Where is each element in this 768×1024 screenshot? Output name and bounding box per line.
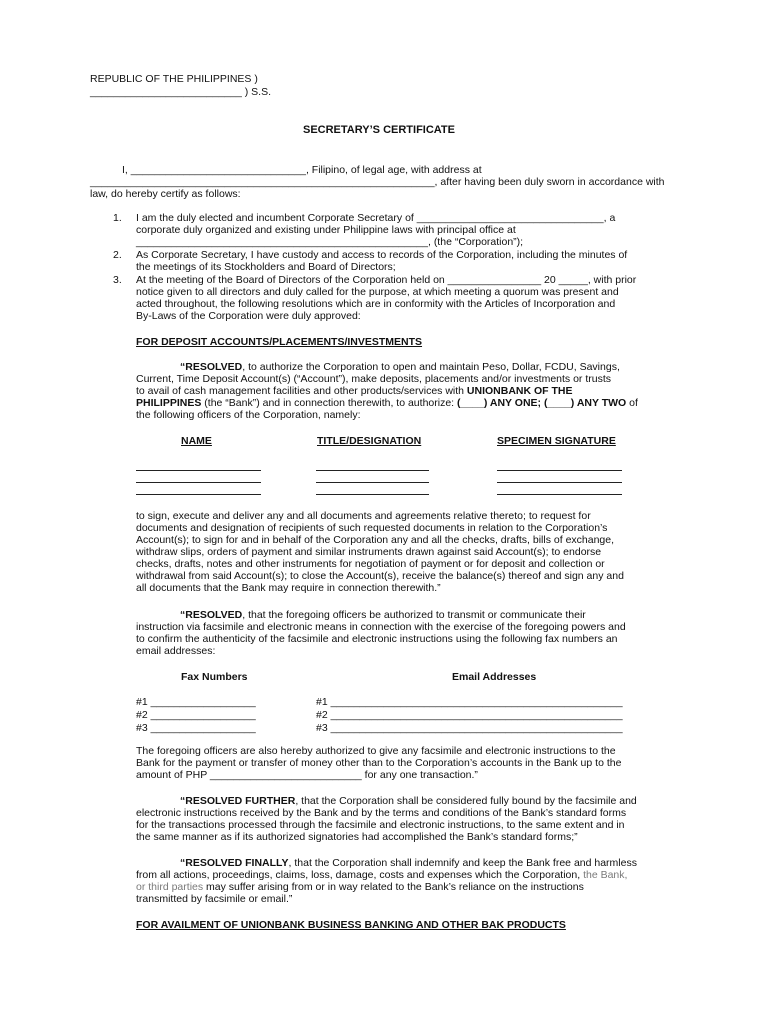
item-3-number: 3. bbox=[113, 274, 122, 286]
resolved-1-line-3-text: to avail of cash management facilities and other products/services with bbox=[136, 385, 467, 397]
resolved-2-keyword: “RESOLVED bbox=[180, 609, 243, 621]
fax-row-3[interactable]: #3 __________________ bbox=[136, 722, 256, 734]
signature-blank-3[interactable] bbox=[497, 494, 622, 495]
resolved-further-text: , that the Corporation shall be considered fully bound by the facsimile and bbox=[295, 795, 637, 807]
resolved-finally-third-parties: or third parties bbox=[136, 881, 204, 893]
resolved-finally-line-3-text: may suffer arising from or in way related to the Bank’s reliance on the instructions bbox=[203, 881, 584, 893]
bank-name-part-2: PHILIPPINES bbox=[136, 397, 202, 409]
email-row-2[interactable]: #2 __________________________________________________ bbox=[316, 709, 623, 721]
item-2-line-2: the meetings of its Stockholders and Board of Directors; bbox=[136, 261, 396, 273]
sign-para-line-3: Account(s); to sign for and in behalf of the Corporation any and all the checks, drafts, bills of exchange, bbox=[136, 534, 615, 546]
intro-line-3: law, do hereby certify as follows: bbox=[90, 188, 241, 200]
sign-para-line-4: withdraw slips, orders of payment and similar instruments drawn against said Account(s); to endorse bbox=[136, 546, 602, 558]
resolved-1-text: , to authorize the Corporation to open and maintain Peso, Dollar, FCDU, Savings, bbox=[242, 361, 620, 373]
document-title: SECRETARY’S CERTIFICATE bbox=[303, 124, 455, 136]
resolved-further-line-2: electronic instructions received by the Bank and by the terms and conditions of the Bank’s standard forms bbox=[136, 807, 627, 819]
email-row-1[interactable]: #1 __________________________________________________ bbox=[316, 696, 623, 708]
title-blank-2[interactable] bbox=[316, 482, 429, 483]
resolved-1-keyword: “RESOLVED bbox=[180, 361, 243, 373]
intro-line-1: I, ______________________________, Filipino, of legal age, with address at bbox=[122, 164, 482, 176]
header-ss: __________________________ ) S.S. bbox=[90, 86, 272, 98]
signature-blank-2[interactable] bbox=[497, 482, 622, 483]
resolved-1-line-1 bbox=[180, 361, 620, 374]
resolved-finally-the-bank: the Bank, bbox=[583, 869, 628, 881]
fax-row-1[interactable]: #1 __________________ bbox=[136, 696, 256, 708]
header-title-designation: TITLE/DESIGNATION bbox=[317, 435, 422, 447]
item-3-line-2: notice given to all directors and duly called for the purpose, at which meeting a quorum was present and bbox=[136, 286, 619, 298]
resolved-finally-line-2 bbox=[136, 869, 627, 882]
resolved-1-line-2: Current, Time Deposit Account(s) (“Account”), make deposits, placements and/or investments or trusts bbox=[136, 373, 612, 385]
resolved-2-line-3: to confirm the authenticity of the facsimile and electronic instructions using the following fax numbers an bbox=[136, 633, 618, 645]
name-blank-1[interactable] bbox=[136, 470, 261, 471]
fax-row-2[interactable]: #2 __________________ bbox=[136, 709, 256, 721]
item-1-line-3: __________________________________________________, (the “Corporation”); bbox=[136, 236, 524, 248]
item-1-line-1: I am the duly elected and incumbent Corporate Secretary of ________________________________, a bbox=[136, 212, 616, 224]
title-blank-3[interactable] bbox=[316, 494, 429, 495]
signature-blank-1[interactable] bbox=[497, 470, 622, 471]
item-1-line-2: corporate duly organized and existing under Philippine laws with principal office at bbox=[136, 224, 516, 236]
resolved-1-line-3 bbox=[136, 385, 573, 398]
section-business-banking-heading: FOR AVAILMENT OF UNIONBANK BUSINESS BANKING AND OTHER BAK PRODUCTS bbox=[136, 919, 566, 931]
email-row-3[interactable]: #3 __________________________________________________ bbox=[316, 722, 623, 734]
resolved-finally-line-4: transmitted by facsimile or email.” bbox=[136, 893, 293, 905]
header-name: NAME bbox=[181, 435, 212, 447]
resolved-1-line-4 bbox=[136, 397, 638, 410]
foregoing-line-2: Bank for the payment or transfer of money other than to the Corporation’s accounts in the Bank up to the bbox=[136, 757, 622, 769]
resolved-further-line-4: the same manner as if its authorized signatories had accomplished the Bank’s standard forms;” bbox=[136, 831, 578, 843]
header-republic: REPUBLIC OF THE PHILIPPINES ) bbox=[90, 73, 258, 85]
item-3-line-3: acted throughout, the following resolutions which are in conformity with the Articles of Incorporation and bbox=[136, 298, 616, 310]
signatory-options: (____) ANY ONE; (____) ANY TWO bbox=[457, 397, 627, 409]
resolved-finally-text: , that the Corporation shall indemnify and keep the Bank free and harmless bbox=[288, 857, 637, 869]
title-blank-1[interactable] bbox=[316, 470, 429, 471]
resolved-1-line-4-end: of bbox=[626, 397, 638, 409]
resolved-finally-line-3 bbox=[136, 881, 584, 894]
resolved-1-line-4-text: (the “Bank”) and in connection therewith, to authorize: bbox=[201, 397, 457, 409]
resolved-further-line-3: for the transactions processed through the facsimile and electronic instructions, to the same extent and in bbox=[136, 819, 625, 831]
resolved-further-line-1 bbox=[180, 795, 637, 808]
resolved-2-line-2: instruction via facsimile and electronic means in connection with the exercise of the foregoing powers and bbox=[136, 621, 626, 633]
item-2-number: 2. bbox=[113, 249, 122, 261]
fax-numbers-header: Fax Numbers bbox=[181, 671, 248, 683]
name-blank-2[interactable] bbox=[136, 482, 261, 483]
name-blank-3[interactable] bbox=[136, 494, 261, 495]
resolved-2-text: , that the foregoing officers be authorized to transmit or communicate their bbox=[242, 609, 586, 621]
section-deposit-heading: FOR DEPOSIT ACCOUNTS/PLACEMENTS/INVESTMENTS bbox=[136, 336, 423, 348]
resolved-1-line-5: the following officers of the Corporation, namely: bbox=[136, 409, 361, 421]
resolved-finally-line-1 bbox=[180, 857, 637, 870]
sign-para-line-6: withdrawal from said Account(s); to close the Account(s), receive the balance(s) thereof and sign any and bbox=[136, 570, 624, 582]
foregoing-line-1: The foregoing officers are also hereby authorized to give any facsimile and electronic instructions to the bbox=[136, 745, 616, 757]
item-3-line-4: By-Laws of the Corporation were duly approved: bbox=[136, 310, 361, 322]
resolved-finally-keyword: “RESOLVED FINALLY bbox=[180, 857, 289, 869]
bank-name-part-1: UNIONBANK OF THE bbox=[466, 385, 573, 397]
sign-para-line-1: to sign, execute and deliver any and all documents and agreements relative thereto; to request for bbox=[136, 510, 591, 522]
item-2-line-1: As Corporate Secretary, I have custody and access to records of the Corporation, including the minutes of bbox=[136, 249, 628, 261]
email-addresses-header: Email Addresses bbox=[452, 671, 537, 683]
sign-para-line-5: checks, drafts, notes and other instruments for negotiation of payment or for deposit and collection or bbox=[136, 558, 605, 570]
sign-para-line-7: all documents that the Bank may require in connection therewith.” bbox=[136, 582, 441, 594]
resolved-finally-line-2-text: from all actions, proceedings, claims, loss, damage, costs and expenses which the Corporation, bbox=[136, 869, 584, 881]
intro-line-2: ___________________________________________________________, after having been duly sworn in accordance with bbox=[90, 176, 665, 188]
foregoing-line-3: amount of PHP __________________________ for any one transaction.” bbox=[136, 769, 478, 781]
resolved-2-line-1 bbox=[180, 609, 586, 622]
item-1-number: 1. bbox=[113, 212, 122, 224]
resolved-further-keyword: “RESOLVED FURTHER bbox=[180, 795, 296, 807]
item-3-line-1: At the meeting of the Board of Directors of the Corporation held on ________________ 20 _____, with prior bbox=[136, 274, 637, 286]
resolved-2-line-4: email addresses: bbox=[136, 645, 216, 657]
header-specimen-signature: SPECIMEN SIGNATURE bbox=[497, 435, 616, 447]
sign-para-line-2: documents and designation of recipients of such requested documents in relation to the Corporation’s bbox=[136, 522, 608, 534]
